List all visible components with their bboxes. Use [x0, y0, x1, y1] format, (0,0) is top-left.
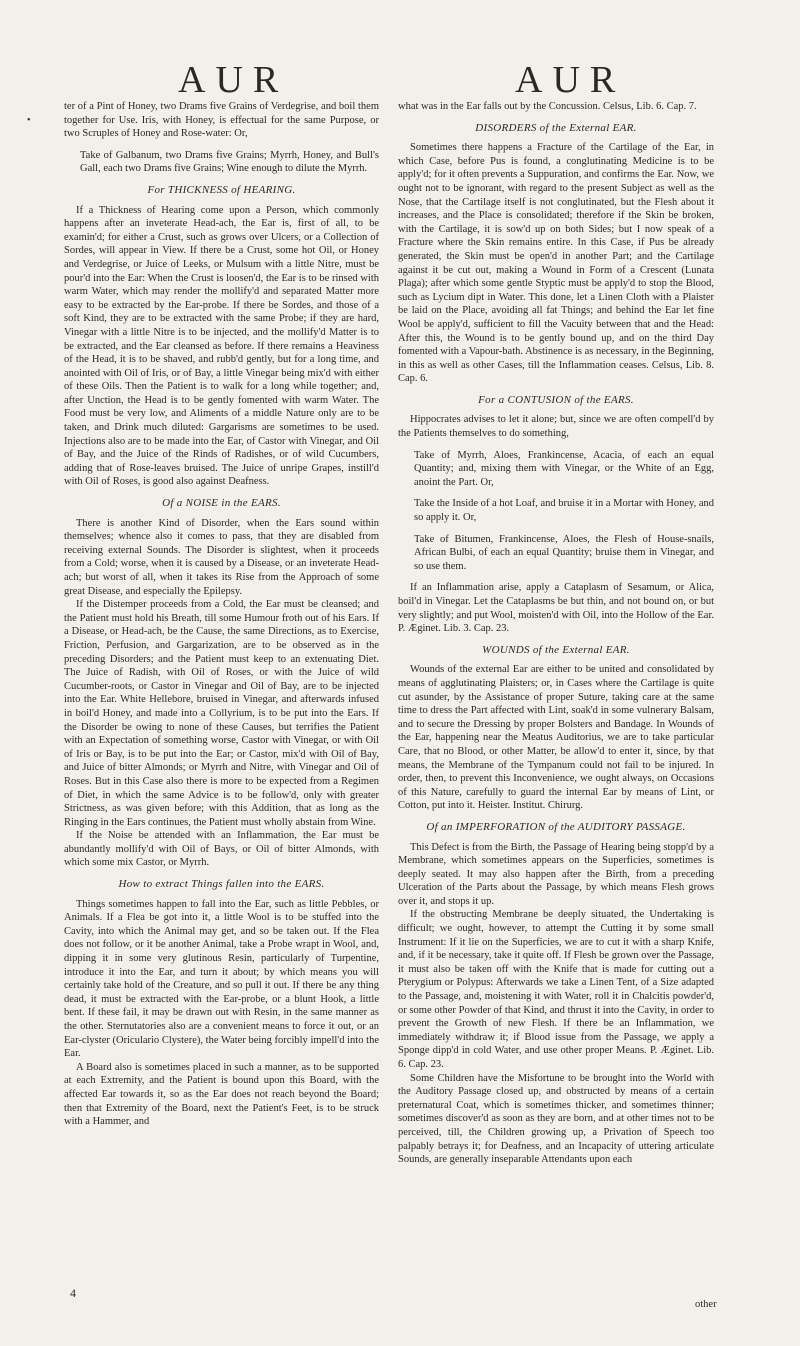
page-number: 4: [70, 1286, 76, 1300]
running-head-right: AUR: [515, 59, 626, 101]
section-heading: How to extract Things fallen into the EARS.: [118, 878, 325, 891]
section-heading: For THICKNESS of HEARING.: [147, 183, 296, 196]
left-column: [64, 100, 379, 1129]
paragraph: ter of a Pint of Honey, two Drams five Grains of Verdegrise, and boil them together for Use. Iris, with Honey, is effectual for the same Purpose, or two Scruples of Honey and Rose-water: Or,: [64, 101, 379, 140]
paragraph: This Defect is from the Birth, the Passage of Hearing being stopp'd by a Membrane, which sometimes appears on the Superficies, sometimes is deeply seated. It may also happen after the Birth, from a preceding Ulceration of the Parts about the Passage, by which means Flesh grows over it, and stops it up.: [398, 841, 714, 907]
section-heading: For a CONTUSION of the EARS.: [478, 393, 634, 406]
paragraph: If the obstructing Membrane be deeply situated, the Undertaking is difficult; we ought, however, to attempt the Cutting it by some small Instrument: If it lie on the Superficies, we are to cut it with a sharp Knife, and, if it be necessary, take it quite off. If Flesh be grown over the Passage, it must also be taken off with the Knife that is made for cutting out a Pterygium or Polypus: Afterwards we take a Linen Tent, of a Size adapted to the Passage, and, moistening it with Water, roll it in Chalcitis powder'd, or some other Powder of that Kind, and thrust it into the Cavity, in order to prevent the Growth of new Flesh. If there be an Inflammation, we immediately withdraw it; if Blood issue from the Passage, we apply a Sponge dipp'd in cold Water, and use other proper Means. P. Æginet. Lib. 6. Cap. 23.: [398, 909, 714, 1070]
section-heading: DISORDERS of the External EAR.: [475, 121, 637, 134]
paragraph: If the Noise be attended with an Inflammation, the Ear must be abundantly mollify'd with Oil of Bays, or Oil of bitter Almonds, with which some mix Castor, or Myrrh.: [64, 830, 379, 869]
margin-mark: •: [27, 115, 31, 126]
paragraph: Wounds of the external Ear are either to be united and consolidated by means of agglutinating Plaisters; or, in Cases where the Cartilage is quite cut asunder, by the Assistance of proper Suture, taking care at the same time to dress the Part affected with Lint, soak'd in some vulnerary Balsam, and to secure the Dressing by proper Bolsters and Bandage. In Wounds of the Ear, happening near the Meatus Auditorius, we are to take particular Care, that no Blood, or other Matter, be allow'd to enter it, since, by that means, the Membrane of the Tympanum could not fail to be injured. In order, then, to prevent this Inconvenience, we ought always, on Occasions of this Nature, carefully to guard the internal Ear by means of Lint, or Cotton, put into it. Heister. Institut. Chirurg.: [398, 664, 714, 812]
paragraph: If a Thickness of Hearing come upon a Person, which commonly happens after an inveterate Head-ach, the Ear is, first of all, to be examin'd; for either a Crust, such as grows over Ulcers, or a Collection of Sordes, will appear in View. If there be a Crust, some hot Oil, or Honey and Verdegrise, or Juice of Leeks, or Mulsum with a little Nitre, must be pour'd into the Ear: When the Crust is loosen'd, the Ear is to be rinsed with warm Water, which may render the mollify'd and separated Matter more easy to be extracted by the Ear-probe. If there be Sordes, and those of a soft Kind, they are to be extracted with the same Probe; if they are hard, Vinegar with a little Nitre is to be injected, and the mollify'd Matter is to be extracted, and the Ear cleansed as before. If there remains a Heaviness of the Head, it is to be shaved, and rubb'd gently, but for a long time, and anointed with Oil of Iris, or of Bay, a little Vinegar being mix'd with either of these Oils. Then the Patient is to walk for a long while together; and, after Unction, the Head is to be gently fomented with warm Water. The Food must be very low, and Aliments of a middle Nature only are to be taken, and Drink much diluted: Gargarisms are sometimes to be used. Injections also are to be made into the Ear, of Castor with Vinegar, and Oil of Bay, and the Juice of the Rinds of Radishes, or of wild Cucumbers, adding that of Rose-leaves bruised. The Juice of unripe Grapes, instill'd with Oil of Roses, is good also against Deafness.: [64, 204, 379, 488]
paragraph: There is another Kind of Disorder, when the Ears sound within themselves; whence also it comes to pass, that they are disabled from receiving external Sounds. The Disorder is slightest, when it proceeds from a Cold; worse, when it is caused by a Disease, or an inveterate Head-ach; but worst of all, when it takes its Rise from the Approach of some great Disease, and especially the Epilepsy.: [64, 517, 379, 597]
paragraph: Things sometimes happen to fall into the Ear, such as little Pebbles, or Animals. If a Flea be got into it, a little Wool is to be stuffed into the Cavity, into which the Animal may get, and so be taken out. If the Flea does not follow, or it be another Animal, take a Probe wrapt in Wool, and, dipping it in some very glutinous Resin, particularly of Turpentine, introduce it into the Ear, and turn it about; by which means you will certainly take hold of the Creature, and so pull it out. If there be any thing dead, it must be extracted with the Ear-probe, or a blunt Hook, a little bent. If these fail, it may be drawn out with Resin, in the same manner as the other. Sternutatories also are a convenient means to force it out, or an Ear-clyster (Oriculario Clystere), the Water being forcibly impell'd into the Ear.: [64, 898, 379, 1060]
recipe-paragraph: Take of Galbanum, two Drams five Grains; Myrrh, Honey, and Bull's Gall, each two Drams five Grains; Wine enough to dilute the Myrrh.: [80, 149, 379, 175]
paragraph: Hippocrates advises to let it alone; but, since we are often compell'd by the Patients themselves to do something,: [398, 414, 714, 440]
section-heading: Of an IMPERFORATION of the AUDITORY PASSAGE.: [426, 820, 686, 833]
section-heading: WOUNDS of the External EAR.: [482, 643, 630, 656]
right-column: [398, 100, 714, 1167]
catchword: other: [695, 1299, 717, 1310]
recipe-paragraph: Take of Bitumen, Frankincense, Aloes, the Flesh of House-snails, African Bulbi, of each an equal Quantity; bruise them in Vinegar, and so use them.: [414, 533, 714, 572]
recipe-paragraph: Take the Inside of a hot Loaf, and bruise it in a Mortar with Honey, and so apply it. Or,: [414, 498, 714, 524]
paragraph: A Board also is sometimes placed in such a manner, as to be supported at each Extremity, and the Patient is bound upon this Board, with the affected Ear towards it, so as the Ear does not reach beyond the Board; then that Extremity of the Board, next the Patient's Feet, is to be struck with a Hammer, and: [64, 1061, 379, 1128]
paragraph: If an Inflammation arise, apply a Cataplasm of Sesamum, or Alica, boil'd in Vinegar. Let the Cataplasms be but thin, and not bound on, or but very slightly; and put Wool, moisten'd with Oil, into the Hollow of the Ear. P. Æginet. Lib. 3. Cap. 23.: [398, 582, 714, 635]
paragraph: Sometimes there happens a Fracture of the Cartilage of the Ear, in which Case, before Pus is found, a conglutinating Medicine is to be apply'd; for it often prevents a Suppuration, and confirms the Ear. Now, we ought not to be ignorant, with regard to the present Subject as well as the Nose, that the Cartilage itself is not conglutinated, but the Flesh about it increases, and the Place is consolidated; therefore if the Skin be broken, with the Cartilage, it is sow'd up on both Sides; but I now speak of a Fracture where the Skin remains entire. In this Case, if Pus be already generated, the Skin must be open'd in another Part; and the Cartilage against it be cut out, making a Wound in Form of a Crescent (Lunata Plaga); after which some gentle Styptic must be apply'd to stop the Blood, such as Lycium dipt in Water. This done, let a Linen Cloth with a Plaister be laid on the Place, avoiding all fat Things; and behind the Ear let fine Wool be apply'd, sufficient to fill the Vacuity between that and the Head: After this, the Wound is to be gently bound up, and on the third Day fomented with a Vapour-bath. Abstinence is as necessary, in the Beginning, in this as well as other Cases, till the Inflammation ceases. Celsus, Lib. 8. Cap. 6.: [398, 142, 714, 385]
section-heading: Of a NOISE in the EARS.: [162, 497, 281, 510]
paragraph: what was in the Ear falls out by the Concussion. Celsus, Lib. 6. Cap. 7.: [398, 101, 697, 112]
paragraph: If the Distemper proceeds from a Cold, the Ear must be cleansed; and the Patient must hold his Breath, till some Humour froth out of his Ears. If a Disease, or Head-ach, be the Cause, the same Directions, as to Exercise, Friction, Perfusion, and Gargarization, are to be observed as in the preceding Disorders; and the Patient must keep to an extenuating Diet. The Juice of Radish, with Oil of Roses, or with the Juice of wild Cucumber-roots, or Castor in Vinegar and Oil of Bay, are to be injected into the Ear. White Hellebore, bruised in Vinegar, and afterwards infused in boil'd Honey, and made into a Collyrium, is to be put into the Ears. If the Disorder be owing to none of these Causes, but terrifies the Patient with an Expectation of something worse, Castor with Vinegar, or with Oil of Iris or Bay, is to be put into the Ear; or Castor, mix'd with Oil of Bay, and Juice of bitter Almonds; or Myrrh and Nitre, with Vinegar and Oil of Roses. But in this Case also there is more to be expected from a Regimen of Diet, in which the same Advice is to be follow'd, only with greater Strictness, as was given before; with this Addition, that as long as the Ringing in the Ears continues, the Patient must wholly abstain from Wine.: [64, 599, 379, 828]
recipe-paragraph: Take of Myrrh, Aloes, Frankincense, Acacia, of each an equal Quantity; and, mixing them with Vinegar, or the White of an Egg, anoint the Part. Or,: [414, 449, 714, 488]
running-head-left: AUR: [178, 59, 289, 101]
paragraph: Some Children have the Misfortune to be brought into the World with the Auditory Passage closed up, and obstructed by means of a certain preternatural Coat, which is sometimes thicker, and sometimes thinner; sometimes discover'd as soon as they are born, and at other times not to be perceived, till, the Children growing up, a Privation of Speech too palpably betrays it; for Deafness, and an Incapacity of uttering articulate Sounds, are generally inseparable Attendants upon each: [398, 1072, 714, 1166]
